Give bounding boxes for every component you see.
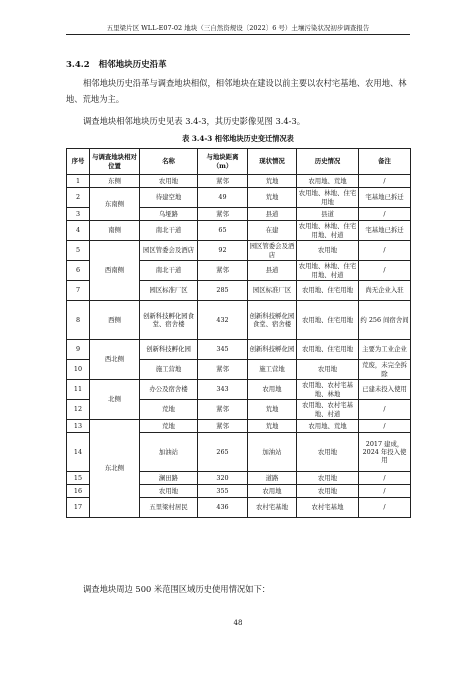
cell-history: 农用地、农村宅基地、村道	[297, 400, 359, 420]
cell-name: 园区管委会及酒店	[140, 241, 198, 261]
cell-note: 主要为工业企业	[359, 340, 411, 360]
cell-history: 农用地	[297, 485, 359, 498]
cell-name: 待建空地	[140, 188, 198, 208]
cell-position: 西南侧	[90, 241, 140, 301]
cell-name: 南北干道	[140, 261, 198, 281]
cell-distance: 436	[198, 498, 248, 518]
cell-note: /	[359, 400, 411, 420]
table-row	[67, 175, 411, 188]
cell-history: 农用地、住宅用地	[297, 281, 359, 301]
cell-name: 创新科技孵化园	[140, 340, 198, 360]
header-history: 历史情况	[297, 149, 359, 175]
cell-history: 农用地	[297, 472, 359, 485]
cell-status: 荒地	[248, 400, 297, 420]
cell-distance: 92	[198, 241, 248, 261]
cell-index: 12	[67, 400, 90, 420]
cell-status: 园区管委会及酒店	[248, 241, 297, 261]
cell-position: 西侧	[90, 301, 140, 340]
cell-distance: 320	[198, 472, 248, 485]
paragraph-table-reference: 调查地块相邻地块历史见表 3.4-3，其历史影像见图 3.4-3。	[83, 116, 306, 126]
cell-index: 10	[67, 360, 90, 380]
cell-distance: 紧邻	[198, 420, 248, 433]
cell-distance: 紧邻	[198, 208, 248, 221]
table-row	[67, 420, 411, 433]
table-row	[67, 340, 411, 360]
cell-status: 在建	[248, 221, 297, 241]
cell-name: 南北干道	[140, 221, 198, 241]
cell-index: 17	[67, 498, 90, 518]
cell-note: 宅基地已拆迁	[359, 188, 411, 208]
cell-index: 3	[67, 208, 90, 221]
table-header-row	[67, 149, 411, 175]
cell-note: /	[359, 498, 411, 518]
adjacent-plot-history-table	[66, 148, 411, 518]
cell-name: 农用地	[140, 175, 198, 188]
cell-note: /	[359, 261, 411, 281]
cell-status: 园区标准厂区	[248, 281, 297, 301]
cell-index: 7	[67, 281, 90, 301]
cell-distance: 紧邻	[198, 400, 248, 420]
cell-history: 农用地	[297, 241, 359, 261]
header-current-status: 现状情况	[248, 149, 297, 175]
cell-name: 加油站	[140, 433, 198, 472]
table-row	[67, 380, 411, 400]
cell-name: 创新科技孵化园食堂、宿舍楼	[140, 301, 198, 340]
cell-history: 农用地、林地、住宅用地、村道	[297, 221, 359, 241]
paragraph-after-table: 调查地块周边 500 米范围区域历史使用情况如下：	[83, 584, 271, 594]
section-heading	[66, 58, 167, 70]
cell-index: 6	[67, 261, 90, 281]
cell-index: 16	[67, 485, 90, 498]
cell-history: 农用地、住宅用地	[297, 340, 359, 360]
cell-distance: 432	[198, 301, 248, 340]
section-number: 3.4.2	[66, 60, 90, 70]
cell-history: 农用地	[297, 360, 359, 380]
cell-position: 南侧	[90, 221, 140, 241]
header-index: 序号	[67, 149, 90, 175]
cell-note: 荒废，未完全拆除	[359, 360, 411, 380]
cell-history: 农用地、住宅用地	[297, 301, 359, 340]
cell-name: 园区标准厂区	[140, 281, 198, 301]
cell-position: 西北侧	[90, 340, 140, 380]
table-row	[67, 301, 411, 340]
cell-index: 14	[67, 433, 90, 472]
cell-status: 施工营地	[248, 360, 297, 380]
cell-position: 东北侧	[90, 420, 140, 518]
cell-status: 道路	[248, 472, 297, 485]
cell-index: 13	[67, 420, 90, 433]
cell-status: 农村宅基地	[248, 498, 297, 518]
cell-status: 创新科技孵化园	[248, 340, 297, 360]
cell-note: /	[359, 472, 411, 485]
cell-note: 2017 建成，2024 年投入使用	[359, 433, 411, 472]
cell-position: 东南侧	[90, 188, 140, 221]
cell-history: 农用地、荒地	[297, 420, 359, 433]
cell-note: /	[359, 420, 411, 433]
cell-status: 荒地	[248, 175, 297, 188]
cell-index: 8	[67, 301, 90, 340]
cell-name: 办公及宿舍楼	[140, 380, 198, 400]
cell-name: 施工营地	[140, 360, 198, 380]
cell-status: 县道	[248, 208, 297, 221]
cell-distance: 65	[198, 221, 248, 241]
cell-position: 北侧	[90, 380, 140, 420]
cell-note: 已建未投入使用	[359, 380, 411, 400]
cell-distance: 343	[198, 380, 248, 400]
cell-history: 农用地、林地、住宅用地	[297, 188, 359, 208]
header-relative-position: 与调查地块相对位置	[90, 149, 140, 175]
cell-status: 荒地	[248, 188, 297, 208]
cell-index: 9	[67, 340, 90, 360]
cell-distance: 355	[198, 485, 248, 498]
cell-history: 农用地、林地、住宅用地、村道	[297, 261, 359, 281]
cell-history: 农用地、荒地	[297, 175, 359, 188]
table-row	[67, 188, 411, 208]
cell-note: /	[359, 485, 411, 498]
table-caption: 表 3.4-3 相邻地块历史变迁情况表	[182, 134, 294, 143]
cell-note: 尚无企业入驻	[359, 281, 411, 301]
cell-distance: 265	[198, 433, 248, 472]
table-row	[67, 241, 411, 261]
header-name: 名称	[140, 149, 198, 175]
cell-name: 乌垭路	[140, 208, 198, 221]
cell-status: 加油站	[248, 433, 297, 472]
cell-status: 县道	[248, 261, 297, 281]
cell-note: /	[359, 175, 411, 188]
cell-history: 农村宅基地	[297, 498, 359, 518]
cell-distance: 紧邻	[198, 360, 248, 380]
cell-name: 澜田路	[140, 472, 198, 485]
cell-distance: 紧邻	[198, 261, 248, 281]
page-header: 五里梁片区 WLL-E07-02 地块（三自然资规设〔2022〕6 号）土壤污染状况初步调查报告	[66, 23, 410, 35]
cell-note: 宅基地已拆迁	[359, 221, 411, 241]
cell-index: 4	[67, 221, 90, 241]
cell-index: 5	[67, 241, 90, 261]
cell-status: 农用地	[248, 380, 297, 400]
cell-index: 11	[67, 380, 90, 400]
cell-position: 东侧	[90, 175, 140, 188]
header-distance: 与地块距离（m）	[198, 149, 248, 175]
cell-index: 1	[67, 175, 90, 188]
cell-distance: 345	[198, 340, 248, 360]
page-number: 48	[233, 619, 243, 627]
cell-status: 创新科技孵化园食堂、宿舍楼	[248, 301, 297, 340]
cell-status: 荒地	[248, 420, 297, 433]
paragraph-history-summary: 相邻地块历史沿革与调查地块相似，相邻地块在建设以前主要以农村宅基地、农用地、林地、荒地为主。	[66, 78, 407, 104]
cell-status: 农用地	[248, 485, 297, 498]
cell-history: 农用地、农村宅基地、林地	[297, 380, 359, 400]
cell-distance: 49	[198, 188, 248, 208]
cell-index: 15	[67, 472, 90, 485]
cell-name: 五里梁村居民	[140, 498, 198, 518]
section-title: 相邻地块历史沿革	[98, 60, 167, 70]
cell-note: /	[359, 208, 411, 221]
cell-index: 2	[67, 188, 90, 208]
cell-distance: 285	[198, 281, 248, 301]
cell-name: 荒地	[140, 420, 198, 433]
header-note: 备注	[359, 149, 411, 175]
cell-history: 县道	[297, 208, 359, 221]
cell-name: 农用地	[140, 485, 198, 498]
cell-distance: 紧邻	[198, 175, 248, 188]
cell-note: 约 256 间宿舍间	[359, 301, 411, 340]
cell-note: /	[359, 241, 411, 261]
cell-name: 荒地	[140, 400, 198, 420]
cell-history: 农用地	[297, 433, 359, 472]
table-row	[67, 221, 411, 241]
